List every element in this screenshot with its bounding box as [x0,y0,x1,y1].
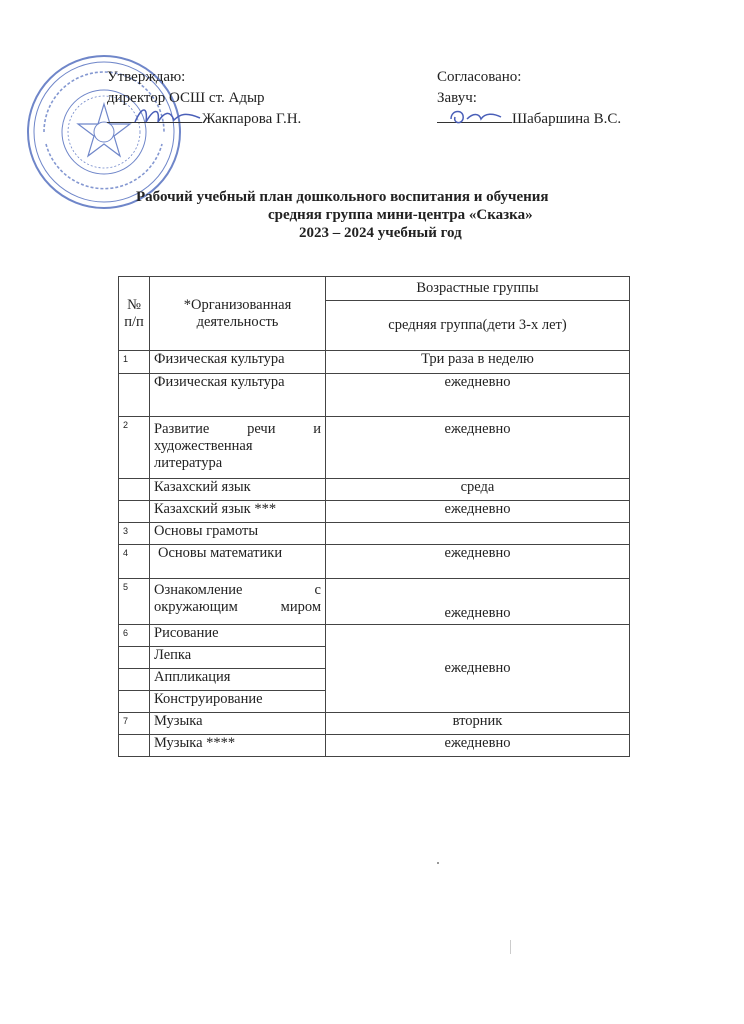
table-row: 4 Основы математики ежедневно [119,545,630,579]
table-row: 1 Физическая культура Три раза в неделю [119,351,630,374]
table-row: 7 Музыка вторник [119,713,630,735]
title-line-2: средняя группа мини-центра «Сказка» [268,207,533,223]
table-row: 6 Рисование ежедневно [119,625,630,647]
director-signature [130,100,205,132]
head-teacher-signature [445,103,505,129]
table-row: Казахский язык среда [119,479,630,501]
header-activity: *Организованная деятельность [150,277,326,351]
approval-label: Утверждаю: [107,69,186,85]
header-age-groups: Возрастные группы [326,277,630,301]
director-position: директор ОСШ ст. Адыр [107,90,265,106]
table-row: Лепка [119,647,630,669]
table-row: 3 Основы грамоты [119,523,630,545]
title-line-3: 2023 – 2024 учебный год [299,225,462,241]
head-teacher-position: Завуч: [437,90,477,106]
scan-speck [437,862,439,864]
table-row: Аппликация [119,669,630,691]
table-row: Музыка **** ежедневно [119,735,630,757]
table-row: Конструирование [119,691,630,713]
table-row: Казахский язык *** ежедневно [119,501,630,523]
table-row: 5 Ознакомление с окружающим миром ежедневно [119,579,630,625]
curriculum-table [118,276,630,757]
header-num: № п/п [119,277,150,351]
director-name: Жакпарова Г.Н. [202,111,302,127]
title-line-1: Рабочий учебный план дошкольного воспитания и обучения [136,189,549,205]
scan-mark [510,940,511,954]
head-teacher-name: Шабаршина В.С. [512,111,622,127]
table-row: 2 Развитие речи и художественная литература ежедневно [119,417,630,479]
agreement-label: Согласовано: [437,69,522,85]
table-row: Физическая культура ежедневно [119,374,630,417]
header-group: средняя группа(дети 3-х лет) [326,301,630,351]
